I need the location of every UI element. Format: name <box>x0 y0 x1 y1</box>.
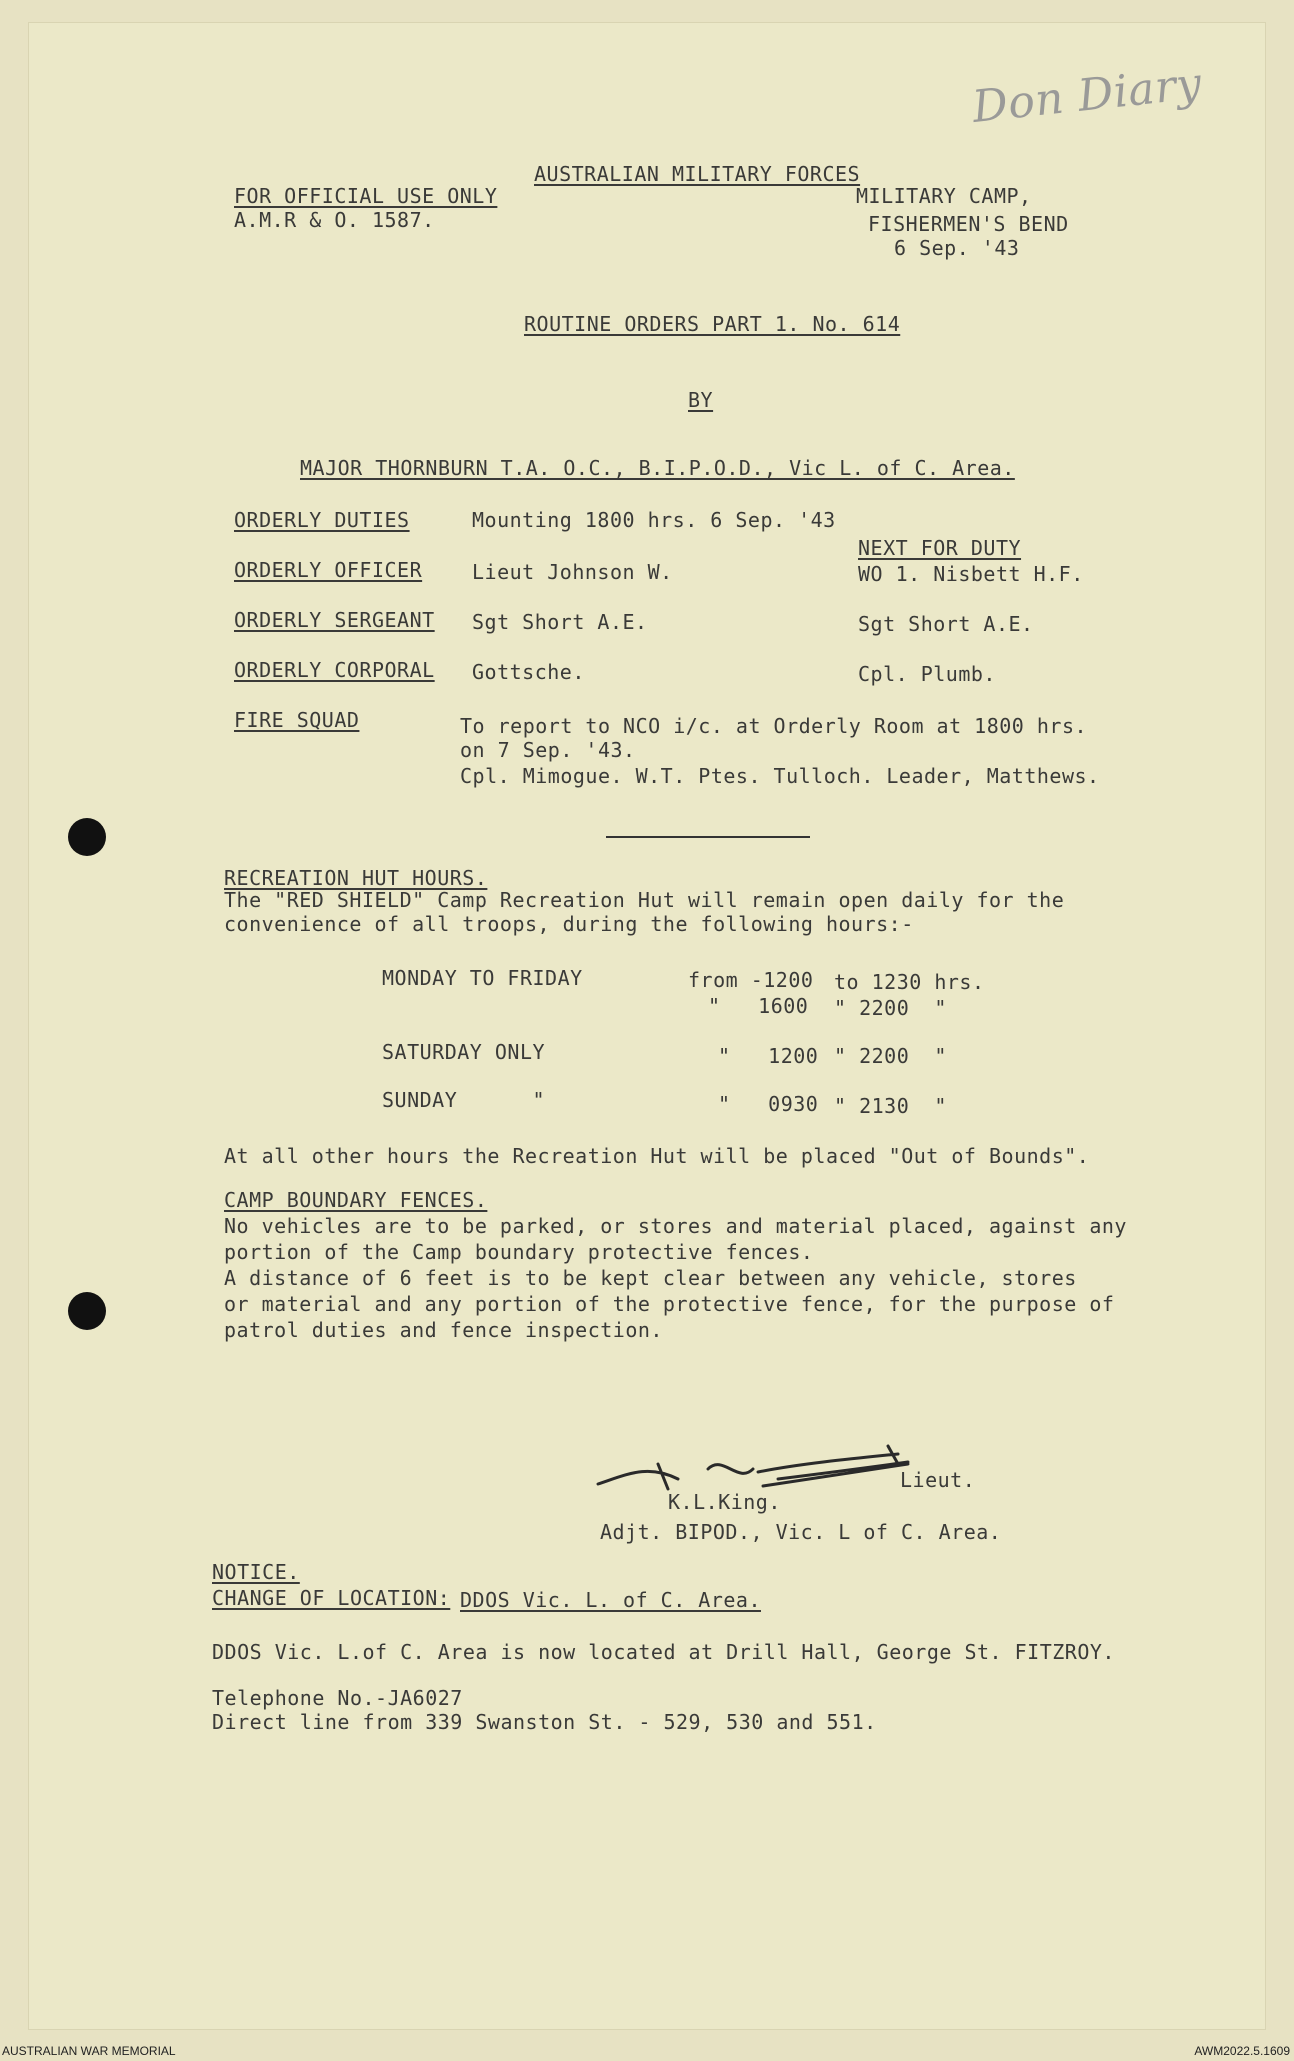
recreation-closing: At all other hours the Recreation Hut will be placed "Out of Bounds". <box>224 1144 1090 1168</box>
section-divider <box>606 836 810 838</box>
orderly-corporal-next: Cpl. Plumb. <box>858 662 996 686</box>
notice-telephone: Telephone No.-JA6027 <box>212 1686 463 1710</box>
handwritten-annotation: Don Diary <box>969 58 1205 133</box>
header-reference: A.M.R & O. 1587. <box>234 208 435 232</box>
orderly-officer-label: ORDERLY OFFICER <box>234 558 423 582</box>
orderly-duties-label: ORDERLY DUTIES <box>234 508 410 532</box>
notice-heading: CHANGE OF LOCATION: <box>212 1586 451 1610</box>
header-date: 6 Sep. '43 <box>894 236 1020 260</box>
fire-squad-label: FIRE SQUAD <box>234 708 360 732</box>
schedule-day: SUNDAY " <box>382 1088 546 1112</box>
fire-squad-line3: Cpl. Mimogue. W.T. Ptes. Tulloch. Leader, Matthews. <box>460 764 1100 788</box>
recreation-intro-line2: convenience of all troops, during the following hours:- <box>224 912 914 936</box>
signature-rank: Lieut. <box>900 1468 976 1492</box>
schedule-from: " 0930 <box>718 1092 819 1116</box>
fire-squad-line1: To report to NCO i/c. at Orderly Room at 1800 hrs. <box>460 714 1088 738</box>
notice-direct-line: Direct line from 339 Swanston St. - 529, 530 and 551. <box>212 1710 877 1734</box>
punch-hole-lower <box>68 1292 106 1330</box>
schedule-from: " 1200 <box>718 1044 819 1068</box>
fences-line5: patrol duties and fence inspection. <box>224 1318 663 1342</box>
fences-heading: CAMP BOUNDARY FENCES. <box>224 1188 488 1212</box>
orderly-sergeant-value: Sgt Short A.E. <box>472 610 648 634</box>
notice-heading-subject: DDOS Vic. L. of C. Area. <box>460 1588 761 1612</box>
notice-label: NOTICE. <box>212 1560 300 1584</box>
header-location-line1: MILITARY CAMP, <box>856 184 1032 208</box>
document-sheet <box>28 22 1266 2030</box>
commander-line: MAJOR THORNBURN T.A. O.C., B.I.P.O.D., Vic L. of C. Area. <box>300 456 1015 480</box>
recreation-intro-line1: The "RED SHIELD" Camp Recreation Hut will remain open daily for the <box>224 888 1065 912</box>
by-label: BY <box>688 388 714 412</box>
schedule-day: SATURDAY ONLY <box>382 1040 546 1064</box>
schedule-to: to 1230 hrs. <box>834 970 985 994</box>
schedule-from: " 1600 <box>708 994 809 1018</box>
schedule-to: " 2130 " <box>834 1094 947 1118</box>
next-for-duty-label: NEXT FOR DUTY <box>858 536 1022 560</box>
schedule-to: " 2200 " <box>834 1044 947 1068</box>
punch-hole-upper <box>68 818 106 856</box>
footer-accession-number: AWM2022.5.1609 <box>1194 2044 1290 2058</box>
signature-title: Adjt. BIPOD., Vic. L of C. Area. <box>600 1520 1002 1544</box>
fences-line1: No vehicles are to be parked, or stores and material placed, against any <box>224 1214 1127 1238</box>
header-org: AUSTRALIAN MILITARY FORCES <box>534 162 861 186</box>
recreation-heading: RECREATION HUT HOURS. <box>224 866 488 890</box>
notice-body: DDOS Vic. L.of C. Area is now located at Drill Hall, George St. FITZROY. <box>212 1640 1115 1664</box>
fire-squad-line2: on 7 Sep. '43. <box>460 738 636 762</box>
header-location-line2: FISHERMEN'S BEND <box>868 212 1069 236</box>
orderly-sergeant-next: Sgt Short A.E. <box>858 612 1034 636</box>
footer-archive-label: AUSTRALIAN WAR MEMORIAL <box>2 2044 176 2058</box>
orderly-corporal-label: ORDERLY CORPORAL <box>234 658 435 682</box>
fences-line2: portion of the Camp boundary protective fences. <box>224 1240 814 1264</box>
schedule-from: from -1200 <box>688 968 814 992</box>
orderly-duties-value: Mounting 1800 hrs. 6 Sep. '43 <box>472 508 836 532</box>
header-security: FOR OFFICIAL USE ONLY <box>234 184 498 208</box>
fences-line4: or material and any portion of the protective fence, for the purpose of <box>224 1292 1115 1316</box>
schedule-day: MONDAY TO FRIDAY <box>382 966 583 990</box>
fences-line3: A distance of 6 feet is to be kept clear between any vehicle, stores <box>224 1266 1077 1290</box>
orderly-officer-value: Lieut Johnson W. <box>472 560 673 584</box>
orderly-officer-next: WO 1. Nisbett H.F. <box>858 562 1084 586</box>
schedule-to: " 2200 " <box>834 996 947 1020</box>
page-title: ROUTINE ORDERS PART 1. No. 614 <box>524 312 901 336</box>
orderly-sergeant-label: ORDERLY SERGEANT <box>234 608 435 632</box>
orderly-corporal-value: Gottsche. <box>472 660 585 684</box>
signature-name: K.L.King. <box>668 1490 781 1514</box>
